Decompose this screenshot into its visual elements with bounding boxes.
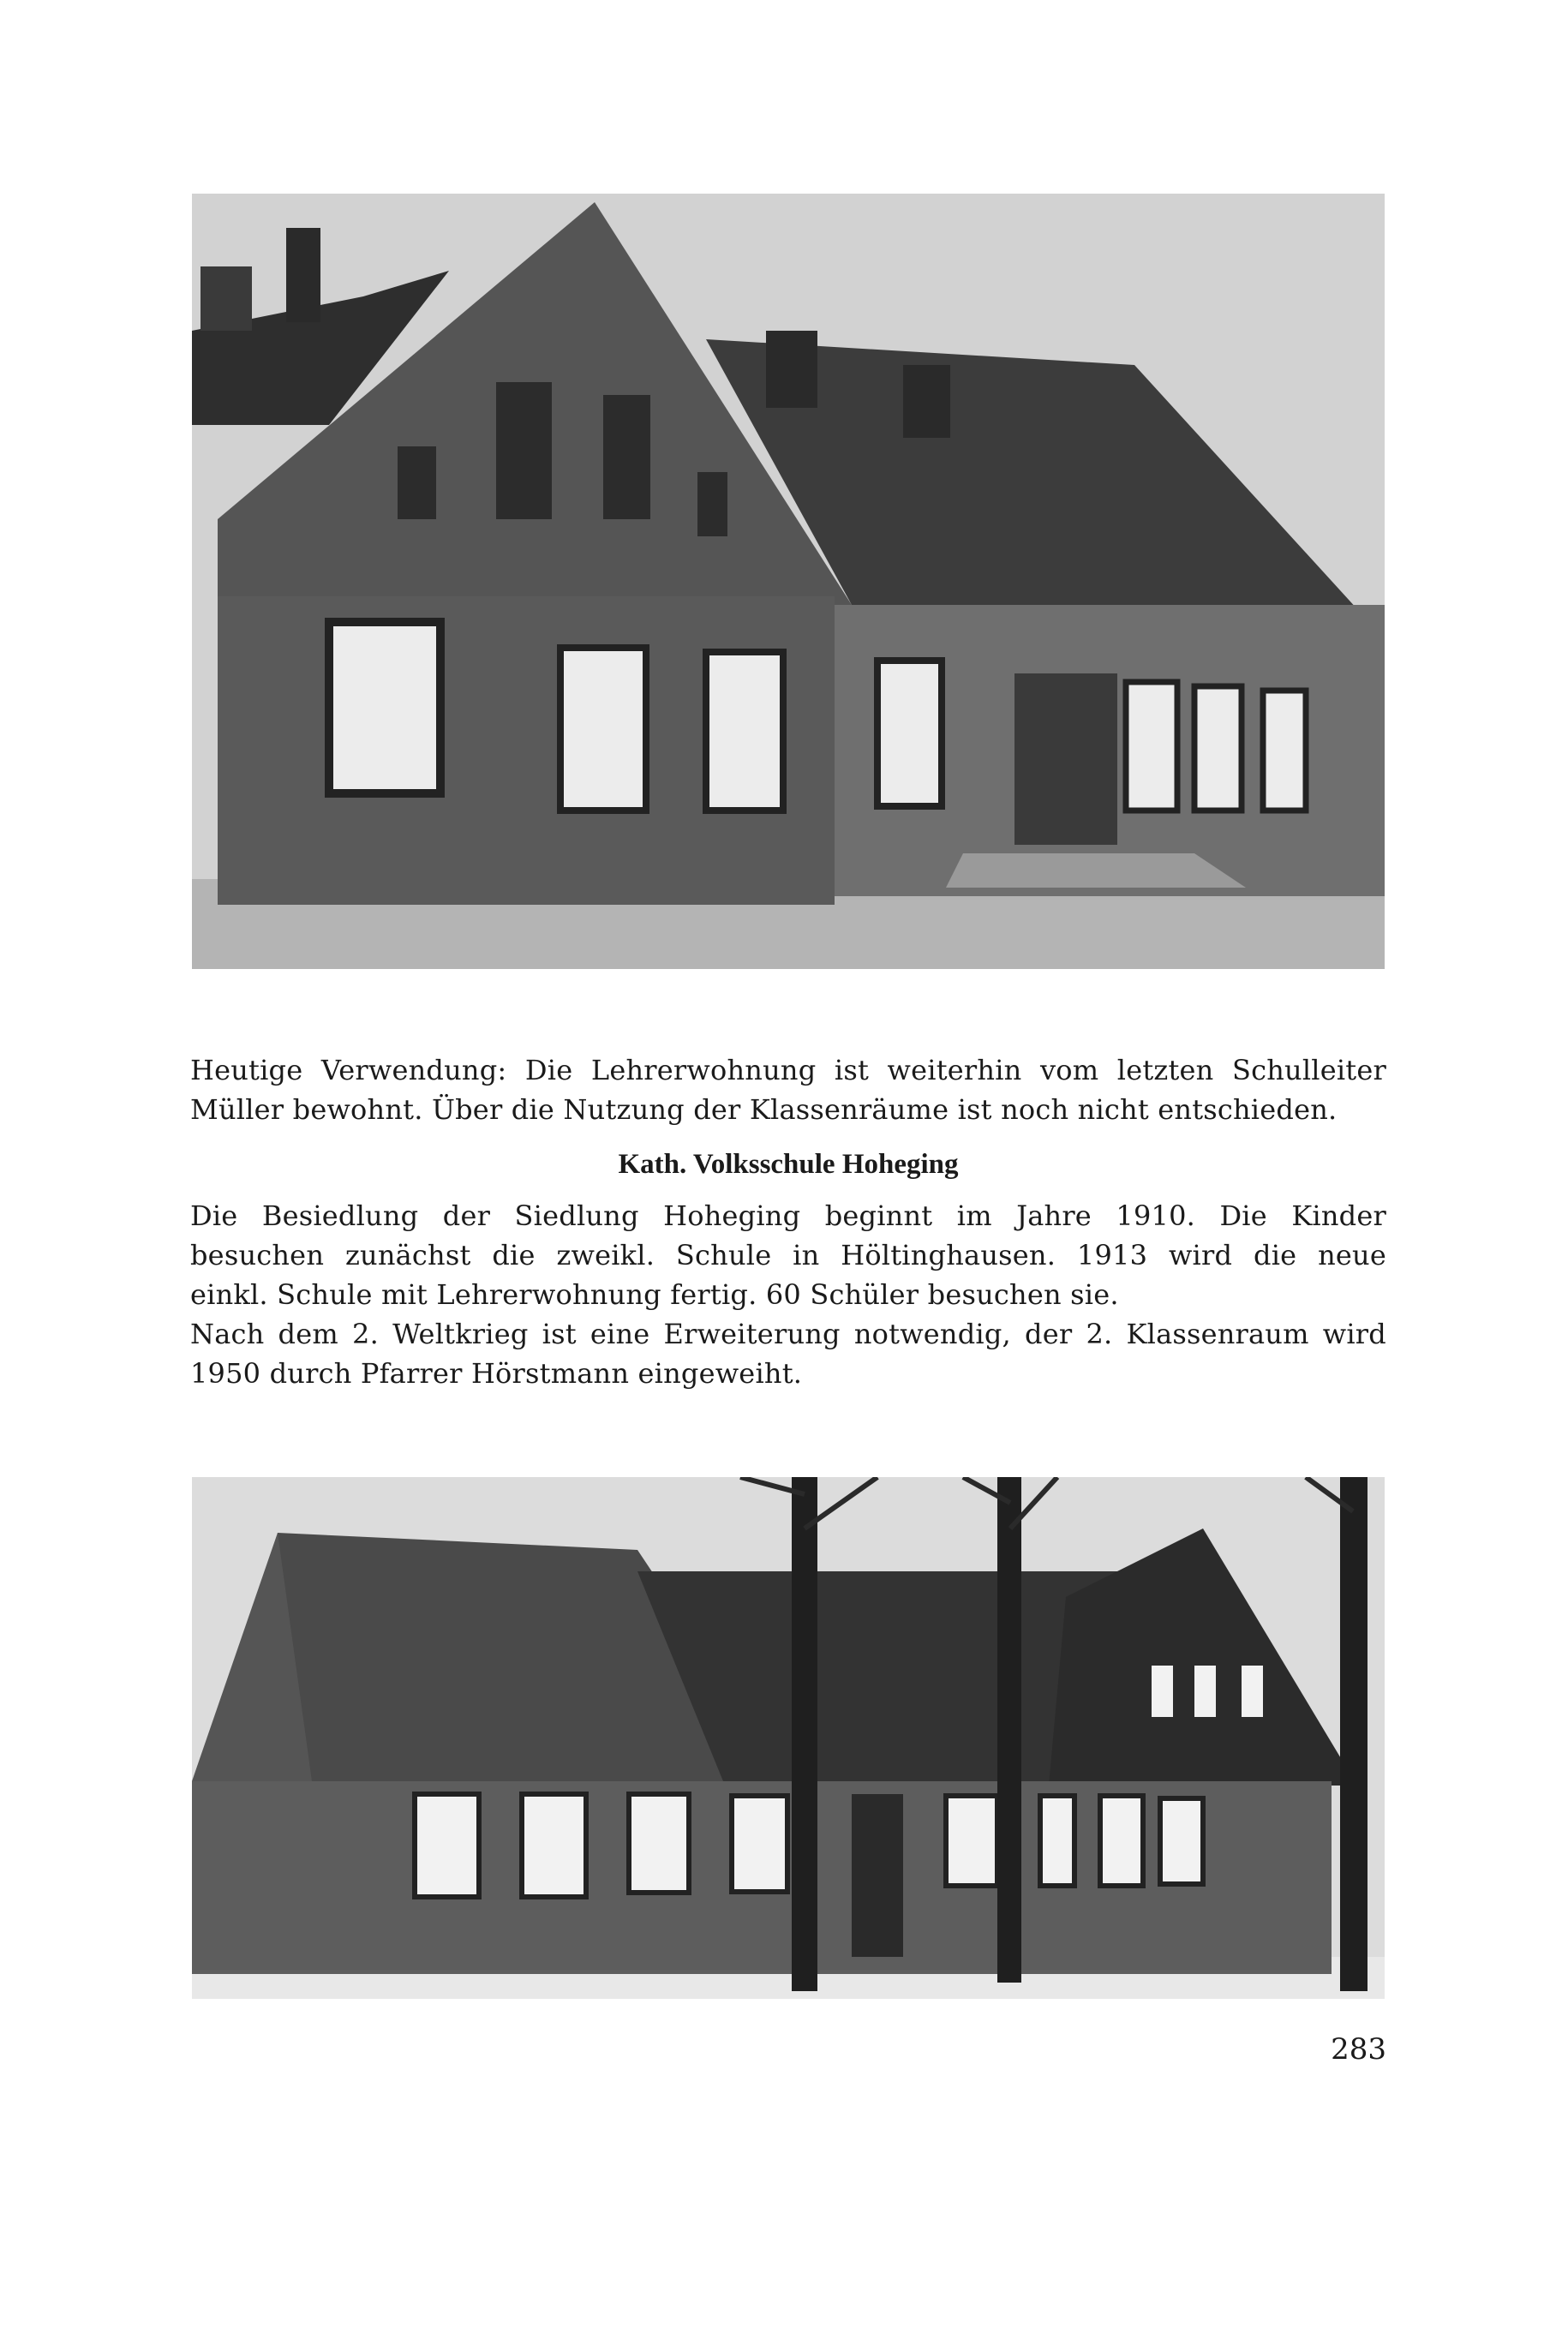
text-line: Heutige Verwendung: Die Lehrerwohnung ist weiterhin vom letzten Schulleiter	[190, 1054, 1386, 1086]
photo-bottom-drawing	[192, 1477, 1385, 1999]
text-line: Die Besiedlung der Siedlung Hoheging beginnt im Jahre 1910. Die Kinder	[190, 1199, 1386, 1232]
text-line: Nach dem 2. Weltkrieg ist eine Erweiterung notwendig, der 2. Klassenraum wird	[190, 1318, 1386, 1350]
section-heading: Kath. Volksschule Hoheging	[618, 1149, 959, 1180]
text-line: einkl. Schule mit Lehrerwohnung fertig. 60 Schüler besuchen sie.	[190, 1278, 1119, 1311]
photo-hoheging-school	[192, 1477, 1385, 1999]
text-line: besuchen zunächst die zweikl. Schule in Höltinghausen. 1913 wird die neue	[190, 1239, 1386, 1271]
photo-top-drawing	[192, 194, 1385, 969]
text-line: 1950 durch Pfarrer Hörstmann eingeweiht.	[190, 1357, 803, 1390]
paragraph-school-history	[190, 1196, 1386, 1393]
photo-old-school-building	[192, 194, 1385, 969]
paragraph-current-use	[190, 1050, 1386, 1129]
page-number: 283	[1331, 2032, 1386, 2067]
text-line: Müller bewohnt. Über die Nutzung der Klassenräume ist noch nicht entschieden.	[190, 1093, 1338, 1126]
